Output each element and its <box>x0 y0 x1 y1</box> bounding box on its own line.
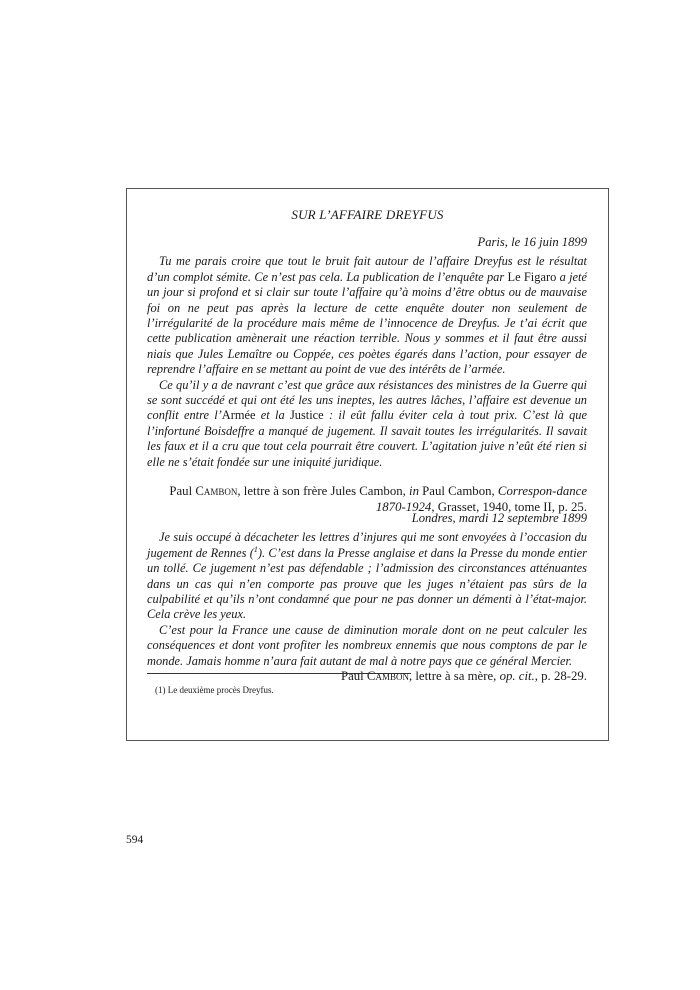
letter-1-attribution: Paul Cambon, lettre à son frère Jules Cambon, in Paul Cambon, Correspon-dance 1870-1924, Grasset, 1940, tome II, p. 25. <box>169 484 587 514</box>
letter-1-paragraph-2: Ce qu’il y a de navrant c’est que grâce aux résistances des ministres de la Guerre qui se sont succédé et qui ont été les uns ineptes, les autres lâches, l’affaire est devenue un conflit entre l’Armée et la Justice : il eût fallu éviter cela à tout prix. C’est là que l’infortuné Boisdeffre a manqué de jugement. Il savait toutes les irrégularités. Il savait les faux et il a cru que tout cela pourrait être couvert. L’agitation juive n’eût été rien si elle ne s’était fondée sur une iniquité juridique. <box>147 377 587 469</box>
letter-1-paragraph-1: Tu me parais croire que tout le bruit fait autour de l’affaire Dreyfus est le résultat d’un complot sémite. Ce n’est pas cela. La publication de l’enquête par Le Figaro a jeté un jour si profond et si clair sur toute l’affaire qu’à moins d’être obtus ou de mauvaise foi on ne peut pas après la lecture de cette enquête douter non seulement de l’irrégularité de la procédure mais même de l’innocence de Dreyfus. Je t’ai écrit que cette publication amènerait une réaction terrible. Nous y sommes et il faut être aussi niais que Jules Lemaître ou Coppée, ces poètes égarés dans l’action, pour essayer de reprendre l’affaire en se mettant au point de vue des intérêts de l’armée. <box>147 254 587 377</box>
footnote-rule <box>147 673 411 674</box>
footnote-marker: 1 <box>253 544 258 554</box>
section-title: SUR L’AFFAIRE DREYFUS <box>291 207 444 222</box>
letter-1-dateline: Paris, le 16 juin 1899 <box>477 235 587 249</box>
footnote: (1) Le deuxième procès Dreyfus. <box>155 685 274 695</box>
letter-2-paragraph-2: C’est pour la France une cause de diminution morale dont on ne peut calculer les conséquences et dont vont profiter les nombreux ennemis que nous comptons de par le monde. Jamais homme n’aura fait autant de mal à notre pays que ce général Mercier. <box>147 622 587 668</box>
letter-2-attribution: Paul Cambon, lettre à sa mère, op. cit., p. 28-29. <box>340 669 587 684</box>
letter-2 <box>147 511 587 685</box>
letter-1 <box>147 235 587 515</box>
letter-2-paragraph-1: Je suis occupé à décacheter les lettres d’injures qui me sont envoyées à l’occasion du jugement de Rennes ($^1$). C’est dans la Presse anglaise et dans la Presse du monde entier un tollé. Ce jugement n’est pas défendable ; l’admission des circonstances atténuantes dans un cas qui n’en comporte pas prouve que les juges n’étaient pas sûrs de la culpabilité et qu’ils n’ont condamné que pour ne pas donner un démenti à l’état-major. Cela crève les yeux. <box>147 530 587 622</box>
letter-2-dateline: Londres, mardi 12 septembre 1899 <box>411 511 587 525</box>
page-number: 594 <box>126 834 144 846</box>
quote-box <box>126 188 609 741</box>
